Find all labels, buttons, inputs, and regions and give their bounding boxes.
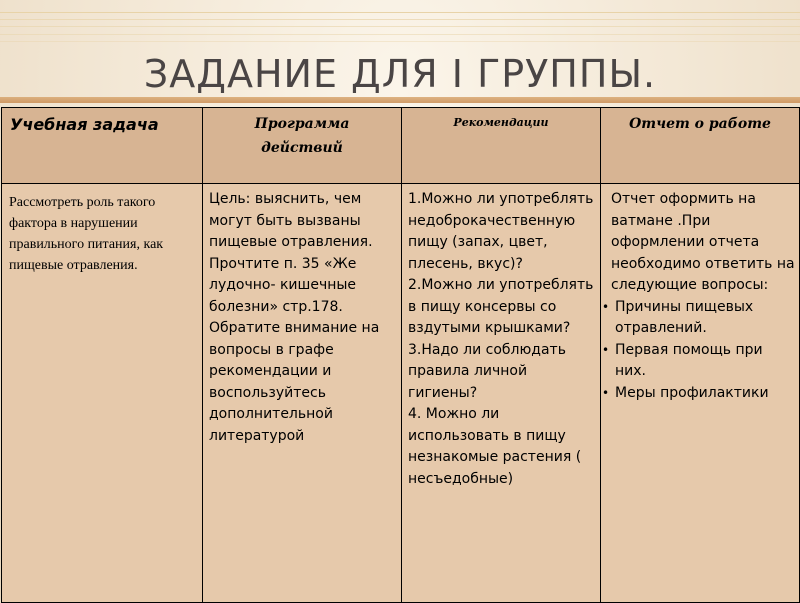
header-work-report: Отчет о работе: [601, 108, 800, 184]
cell-action-program: Цель: выяснить, чем могут быть вызваны пищевые отравления. Прочтите п. 35 «Же лудочно- кишечные болезни» стр.178. Обратите внимание на вопросы в графе рекомендации и воспользуйтесь дополнительной литературой: [203, 184, 402, 603]
task-table: [1, 107, 800, 603]
title-underline-bar: [0, 97, 800, 103]
bullet-icon: •: [602, 299, 610, 314]
report-question-list: [602, 297, 795, 405]
report-question-item: [602, 383, 795, 405]
cell-learning-task: Рассмотреть роль такого фактора в нарушении правильного питания, как пищевые отравления.: [2, 184, 203, 603]
recommendation-item: 3.Надо ли соблюдать правила личной гигиены?: [408, 341, 566, 401]
table-row: [2, 184, 800, 603]
report-question-text: Меры профилактики: [615, 384, 769, 401]
bullet-icon: •: [602, 342, 610, 357]
report-question-text: Первая помощь при них.: [615, 341, 763, 379]
recommendation-item: 4. Можно ли использовать в пищу незнакомые растения ( несъедобные): [408, 406, 582, 487]
decorative-lines: [0, 6, 800, 44]
report-intro: Отчет оформить на ватмане .При оформлении отчета необходимо ответить на следующие вопросы:: [611, 191, 795, 293]
cell-work-report: [601, 184, 800, 603]
cell-recommendations: [402, 184, 601, 603]
report-question-item: [602, 340, 795, 383]
bullet-icon: •: [602, 385, 610, 400]
table-header-row: [2, 108, 800, 184]
header-action-program: Программа действий: [203, 108, 402, 184]
report-question-text: Причины пищевых отравлений.: [615, 298, 754, 336]
report-question-item: [602, 297, 795, 340]
header-recommendations: Рекомендации: [402, 108, 601, 184]
recommendation-item: 2.Можно ли употреблять в пищу консервы со вздутыми крышками?: [408, 277, 594, 336]
header-learning-task: Учебная задача: [2, 108, 203, 184]
recommendation-item: 1.Можно ли употреблять недоброкачественную пищу (запах, цвет, плесень, вкус)?: [408, 191, 594, 272]
slide-title: ЗАДАНИЕ ДЛЯ I ГРУППЫ.: [143, 52, 657, 96]
